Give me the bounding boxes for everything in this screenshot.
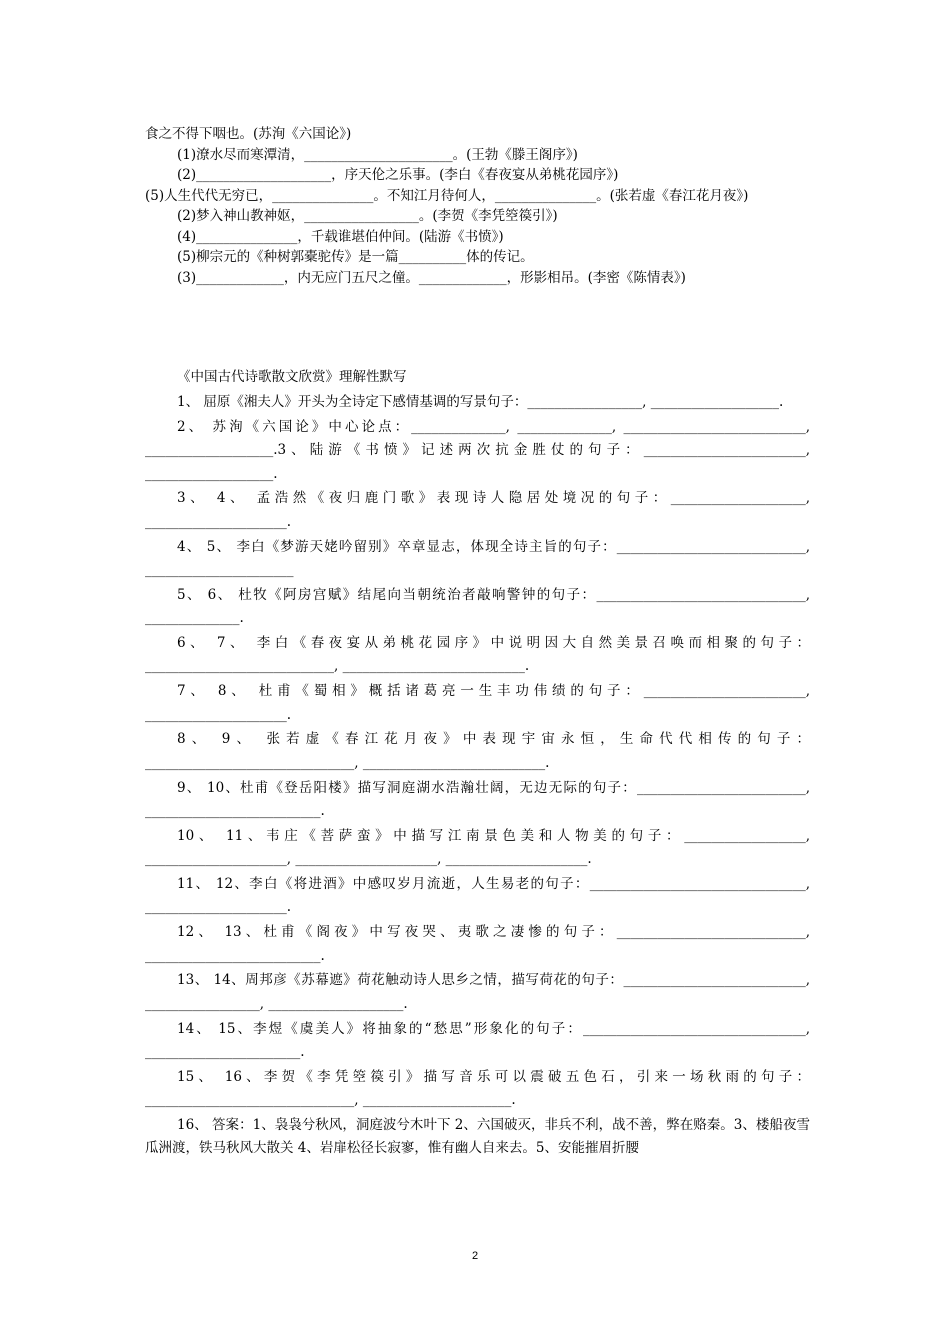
section-heading: 《中国古代诗歌散文欣赏》理解性默写: [177, 369, 407, 385]
question-item: 9、 10、杜甫《登岳阳楼》描写洞庭湖水浩瀚壮阔，无边无际的句子：_________________________, __________________________.: [145, 779, 810, 820]
question-item: 10、 11、韦庄《菩萨蛮》中描写江南景色美和人物美的句子：__________________, _____________________, _____________________, _____________________.: [145, 827, 810, 868]
question-item: 2、 苏洵《六国论》中心论点：______________, ______________, ___________________________, ___________________.3、陆游《书愤》记述两次抗金胜仗的句子：________________________, ___________________.: [145, 418, 810, 482]
text-line: (3)_____________，内无应门五尺之僮。_____________，形影相吊。(李密《陈情表》): [177, 269, 686, 286]
question-item: 13、 14、周邦彦《苏幕遮》荷花触动诗人思乡之情，描写荷花的句子：___________________________, _________________, ____________________.: [145, 972, 810, 1012]
text-line: (2)梦入神山教神妪，_________________。(李贺《李凭箜篌引》): [177, 208, 558, 224]
question-item: 5、 6、 杜牧《阿房宫赋》结尾向当朝统治者敲响警钟的句子：_______________________________, ______________.: [145, 586, 810, 627]
question-item: 4、 5、 李白《梦游天姥吟留别》卒章显志，体现全诗主旨的句子：____________________________, ______________________: [145, 538, 810, 579]
fill-in-section: [145, 124, 825, 288]
page-number: 2: [471, 1250, 479, 1262]
question-item: 1、 屈原《湘夫人》开头为全诗定下感情基调的写景句子：_________________, ___________________.: [177, 394, 784, 410]
question-item: 12、 13、杜甫《阁夜》中写夜哭、夷歌之凄惨的句子：____________________________, __________________________.: [145, 924, 810, 964]
text-line: (5)柳宗元的《种树郭橐驼传》是一篇__________体的传记。: [177, 249, 534, 265]
question-item: 11、 12、李白《将进酒》中感叹岁月流逝，人生易老的句子：________________________________, _____________________.: [145, 876, 810, 916]
question-list: [145, 391, 810, 1162]
question-item: 14、 15、李煜《虞美人》将抽象的“愁思”形象化的句子：_________________________________, _______________________.: [145, 1020, 810, 1061]
question-item: 3、 4、 孟浩然《夜归鹿门歌》表现诗人隐居处境况的句子：____________________, _____________________.: [145, 490, 810, 530]
question-item: 6、 7、 李白《春夜宴从弟桃花园序》中说明因大自然美景召唤而相聚的句子：____________________________, ___________________________.: [145, 635, 810, 675]
question-item: 15、 16、李贺《李凭箜篌引》描写音乐可以震破五色石，引来一场秋雨的句子：_______________________________, ______________________.: [145, 1068, 810, 1109]
answer-paragraph: 16、 答案：1、袅袅兮秋风，洞庭波兮木叶下 2、六国破灭，非兵不利，战不善，弊在赂秦。3、楼船夜雪瓜洲渡，铁马秋风大散关 4、岩扉松径长寂寥，惟有幽人自来去。5、安能摧眉折腰: [145, 1117, 810, 1157]
text-line: 食之不得下咽也。(苏洵《六国论》): [145, 126, 352, 142]
text-line: (1)潦水尽而寒潭清，______________________。(王勃《滕王阁序》): [177, 146, 578, 163]
text-line: (4)_______________，千载谁堪伯仲间。(陆游《书愤》): [177, 228, 504, 245]
question-item: 7、 8、 杜甫《蜀相》概括诸葛亮一生丰功伟绩的句子：________________________, _____________________.: [145, 683, 810, 723]
text-line: (2)____________________，序天伦之乐事。(李白《春夜宴从弟桃花园序》): [177, 167, 619, 183]
text-line: (5)人生代代无穷已，_______________。不知江月待何人，_______________。(张若虚《春江花月夜》): [145, 187, 749, 204]
question-item: 8、 9、 张若虚《春江花月夜》中表现宇宙永恒，生命代代相传的句子：_______________________________, ___________________________.: [145, 731, 810, 771]
